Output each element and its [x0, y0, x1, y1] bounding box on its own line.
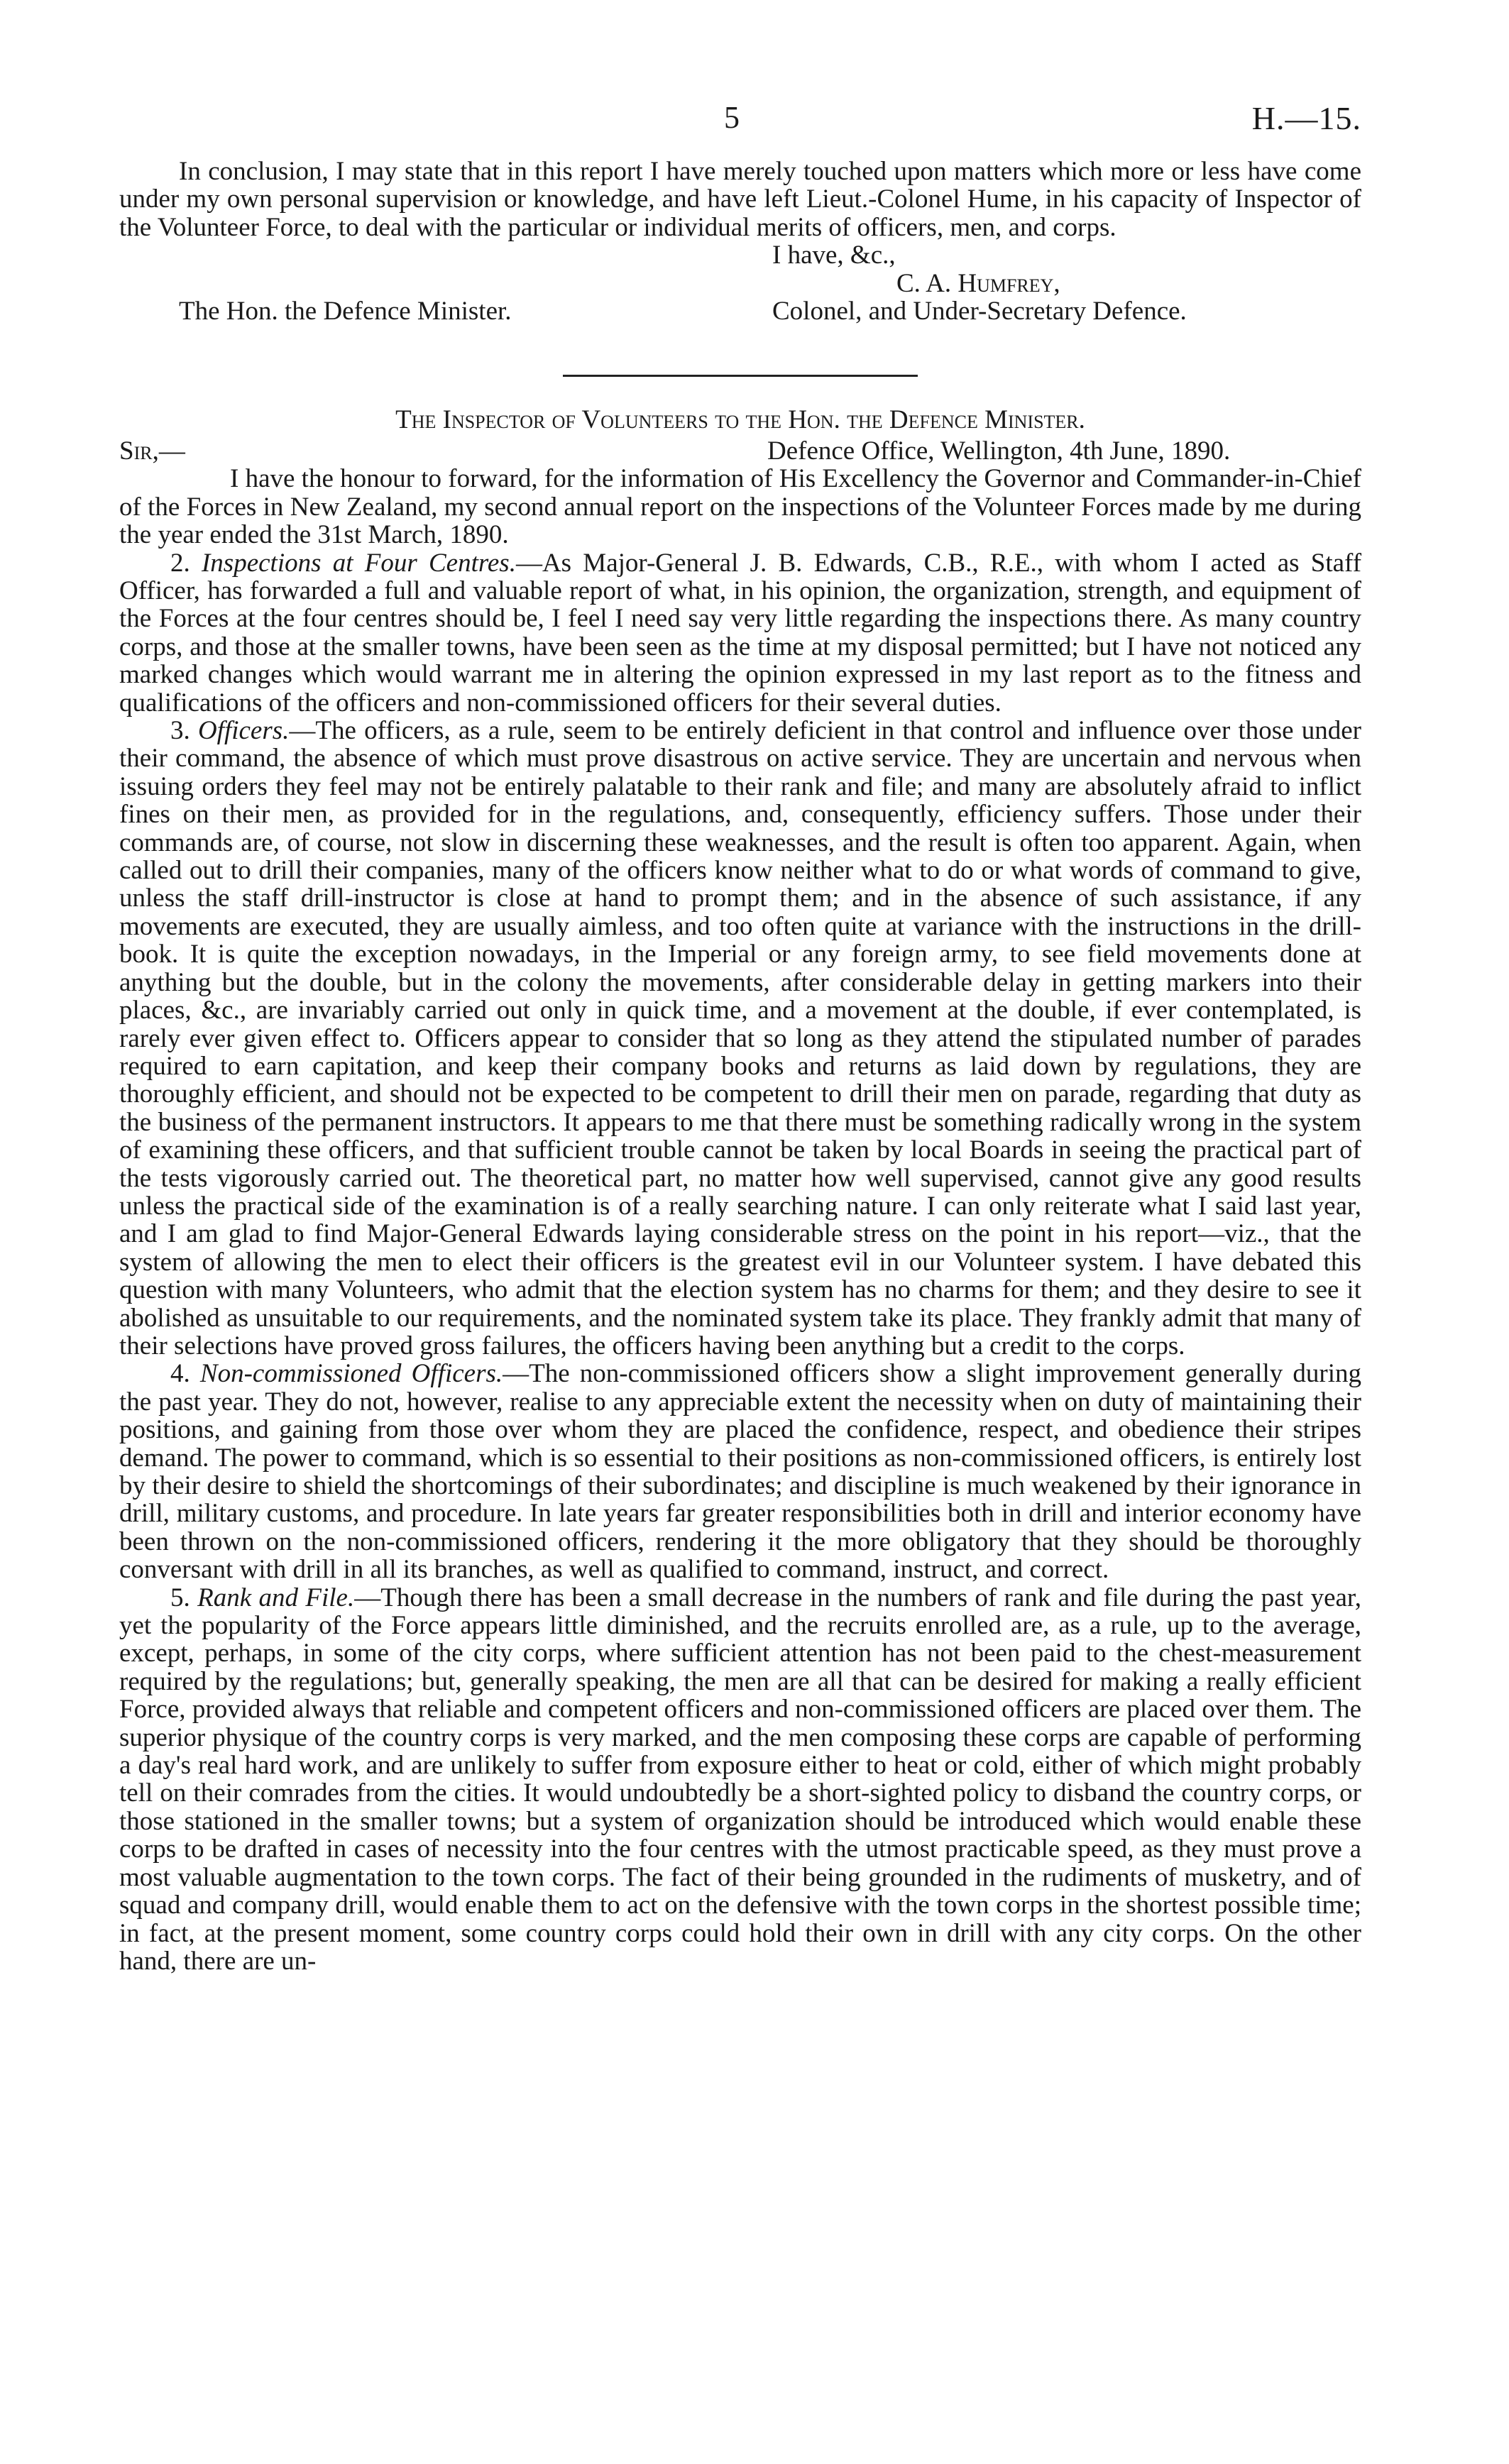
section-body: —Though there has been a small decrease in the numbers of rank and file during the past year, yet the popularity of the Force appears little diminished, and the recruits enrolled are, as a rule, up to the average, except, perhaps, in some of the city corps, where sufficient attention has not been paid to the chest-measurement required by the regulations; but, generally speaking, the men are all that can be desired for making a really efficient Force, provided always that reliable and competent officers and non-commissioned officers are placed over them. The superior physique of the country corps is very marked, and the men composing these corps are capable of performing a day's real hard work, and are unlikely to suffer from exposure either to heat or cold, either of which might probably tell on their comrades from the cities. It would undoubtedly be a short-sighted policy to disband the country corps, or those stationed in the smaller towns; but a system of organization should be introduced which would enable these corps to be drafted in cases of necessity into the four centres with the utmost practicable speed, as they must prove a most valuable augmentation to the town corps. The fact of their being grounded in the rudiments of musketry, and of squad and company drill, would enable them to act on the defensive with the town corps in the shortest possible time; in fact, at the present moment, some country corps could hold their own in drill with any city corps. On the other hand, there are un-: [119, 1583, 1362, 1976]
salutation: Sir,—: [119, 436, 185, 466]
section-number: 5.: [170, 1583, 190, 1612]
section-number: 4.: [170, 1359, 190, 1389]
signature-row: [119, 270, 1361, 297]
section-title: Rank and File.: [197, 1583, 355, 1612]
closing-row: [119, 241, 1361, 269]
addressee-row: [119, 297, 1361, 325]
section-number: 2.: [170, 548, 190, 578]
section-title: Inspections at Four Centres.: [201, 548, 516, 578]
section-title: Non-commissioned Officers.: [199, 1359, 503, 1389]
section-number: 3.: [170, 716, 190, 746]
section-paragraph: [119, 1584, 1361, 1976]
signature-name: C. A. Humfrey,: [896, 268, 1060, 298]
place-date: Defence Office, Wellington, 4th June, 1890.: [767, 436, 1231, 466]
signatory-title: Colonel, and Under-Secretary Defence.: [772, 297, 1187, 326]
section-paragraph: [119, 1360, 1361, 1583]
closing-text: I have, &c.,: [772, 241, 896, 270]
section-divider: [563, 375, 918, 377]
conclusion-block: [119, 158, 1361, 325]
section-title: Officers.: [197, 716, 290, 746]
section-body: —As Major-General J. B. Edwards, C.B., R.E., with whom I acted as Staff Officer, has forwarded a full and valuable report of what, in his opinion, the organization, strength, and equipment of the Forces at the four centres should be, I feel I need say very little regarding the inspections there. As many country corps, and those at the smaller towns, have been seen as the time at my disposal permitted; but I have not noticed any marked changes which would warrant me in altering the opinion expressed in my last report as to the fitness and qualifications of the officers and non-commissioned officers for their several duties.: [119, 548, 1362, 717]
letter-body: [119, 437, 1361, 1975]
section-body: —The officers, as a rule, seem to be entirely deficient in that control and influence over those under their command, the absence of which must prove disastrous on active service. They are uncertain and nervous when issuing orders they feel may not be entirely palatable to their rank and file; and many are absolutely afraid to inflict fines on their men, as provided for in the regulations, and, consequently, efficiency suffers. Those under their commands are, of course, not slow in discerning these weaknesses, and the result is often too apparent. Again, when called out to drill their companies, many of the officers know neither what to do or what words of command to give, unless the staff drill-instructor is close at hand to prompt them; and in the absence of such assistance, if any movements are executed, they are usually aimless, and too often quite at variance with the instructions in the drill-book. It is quite the exception nowadays, in the Imperial or any foreign army, to see field movements done at anything but the double, but in the colony the movements, after considerable delay in getting markers into their places, &c., are invariably carried out only in quick time, and a movement at the double, if ever contemplated, is rarely ever given effect to. Officers appear to consider that so long as they attend the stipulated number of parades required to earn capitation, and keep their company books and returns as laid down by regulations, they are thoroughly efficient, and should not be expected to be competent to drill their men on parade, regarding that duty as the business of the permanent instructors. It appears to me that there must be something radically wrong in the system of examining these officers, and that sufficient trouble cannot be taken by local Boards in seeing the practical part of the tests vigorously carried out. The theoretical part, no matter how well supervised, cannot give any good results unless the practical side of the examination is of a really searching nature. I can only reiterate what I said last year, and I am glad to find Major-General Edwards laying considerable stress on the point in his report—viz., that the system of allowing the men to elect their officers is the greatest evil in our Volunteer system. I have debated this question with many Volunteers, who admit that the election system has no charms for them; and they desire to see it abolished as unsuitable to our requirements, and the nominated system take its place. They frankly admit that many of their selections have proved gross failures, the officers having been anything but a credit to the corps.: [119, 716, 1361, 1360]
page-number: 5: [724, 100, 740, 135]
document-reference: H.—15.: [1251, 100, 1361, 136]
addressee: The Hon. the Defence Minister.: [179, 297, 512, 326]
salutation-row: [119, 437, 1361, 465]
letter-heading: The Inspector of Volunteers to the Hon. the Defence Minister.: [395, 405, 1085, 434]
section-paragraph: [119, 549, 1361, 717]
section-body: —The non-commissioned officers show a slight improvement generally during the past year. They do not, however, realise to any appreciable extent the necessity when on duty of maintaining their positions, and gaining from those over whom they are placed the confidence, respect, and obedience their stripes demand. The power to command, which is so essential to their positions as non-commissioned officers, is entirely lost by their desire to shield the shortcomings of their subordinates; and discipline is much weakened by their ignorance in drill, military customs, and procedure. In late years far greater responsibilities both in drill and interior economy have been thrown on the non-commissioned officers, rendering it the more obligatory that they should be thoroughly conversant with drill in all its branches, as well as qualified to command, instruct, and correct.: [119, 1359, 1361, 1585]
section-paragraph: [119, 717, 1361, 1360]
conclusion-paragraph: In conclusion, I may state that in this report I have merely touched upon matters which more or less have come under my own personal supervision or knowledge, and have left Lieut.-Colonel Hume, in his capacity of Inspector of the Volunteer Force, to deal with the particular or individual merits of officers, men, and corps.: [119, 157, 1361, 242]
intro-paragraph: I have the honour to forward, for the information of His Excellency the Governor and Commander-in-Chief of the Forces in New Zealand, my second annual report on the inspections of the Volunteer Forces made by me during the year ended the 31st March, 1890.: [119, 464, 1361, 550]
